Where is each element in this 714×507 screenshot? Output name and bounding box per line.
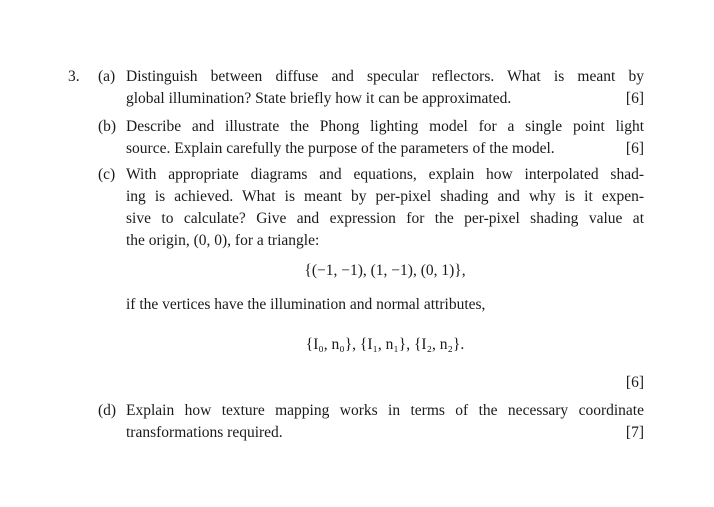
- part-text-line: transformations required.: [126, 424, 283, 441]
- part-text-line: global illumination? State briefly how it can be approximated.: [126, 90, 512, 107]
- part-text-line: ing is achieved. What is meant by per-pixel shading and why is it expen-: [126, 188, 644, 205]
- equation-attributes: {I₀, n₀}, {I₁, n₁}, {I₂, n₂}.: [305, 336, 465, 353]
- marks-label: [7]: [625, 424, 644, 441]
- marks-label: [6]: [625, 140, 644, 157]
- part-text-line: Describe and illustrate the Phong lighting model for a single point light: [126, 118, 644, 135]
- part-label: (b): [98, 118, 117, 135]
- part-text-line: Explain how texture mapping works in terms of the necessary coordinate: [126, 402, 644, 419]
- part-label: (a): [98, 68, 116, 85]
- part-text-line: the origin, (0, 0), for a triangle:: [126, 232, 320, 249]
- part-text-line: Distinguish between diffuse and specular reflectors. What is meant by: [126, 68, 644, 85]
- part-text-line: sive to calculate? Give and expression for the per-pixel shading value at: [126, 210, 644, 227]
- part-label: (d): [98, 402, 117, 419]
- marks-label: [6]: [625, 374, 644, 391]
- part-label: (c): [98, 166, 116, 183]
- part-text-line: With appropriate diagrams and equations, explain how interpolated shad-: [126, 166, 644, 183]
- equation-vertices: {(−1, −1), (1, −1), (0, 1)},: [304, 262, 466, 279]
- question-number: 3.: [68, 68, 80, 85]
- part-text-line: if the vertices have the illumination and normal attributes,: [126, 296, 486, 313]
- marks-label: [6]: [625, 90, 644, 107]
- part-text-line: source. Explain carefully the purpose of the parameters of the model.: [126, 140, 555, 157]
